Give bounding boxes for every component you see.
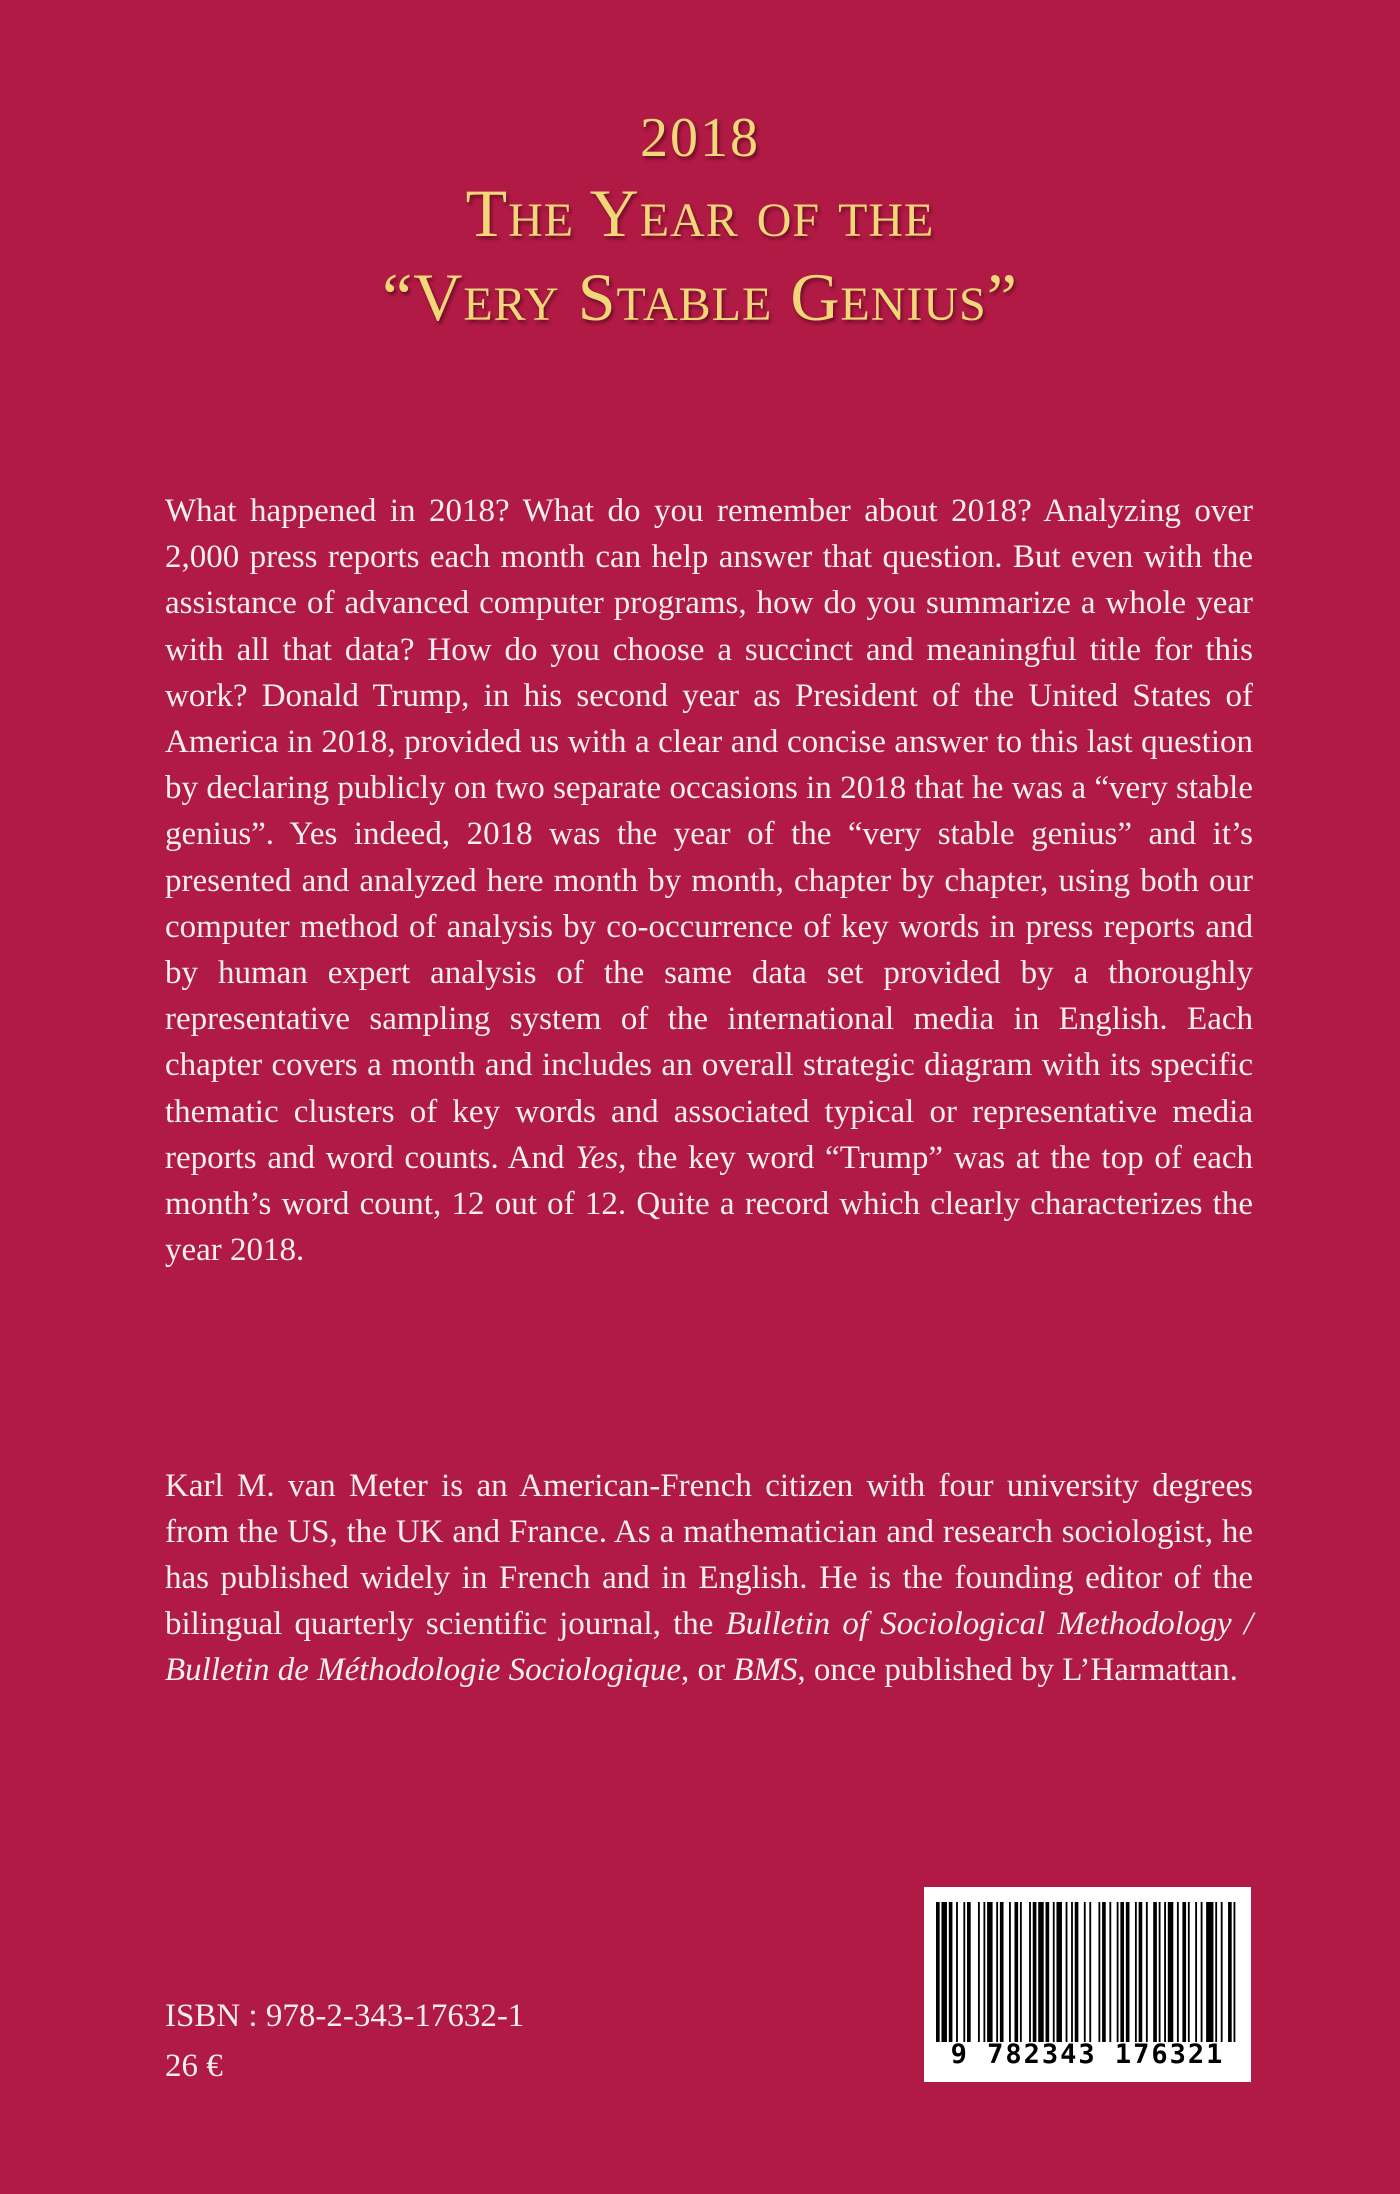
barcode-bar-40 [1188,1902,1190,2042]
barcode-bar-28 [1117,1902,1119,2042]
barcode-bar-26 [1102,1902,1106,2042]
barcode-bar-10 [1000,1902,1004,2042]
barcode-bar-7 [983,1902,985,2042]
barcode-bar-35 [1159,1902,1161,2042]
barcode-bar-22 [1075,1902,1079,2042]
barcode-bar-2 [949,1902,953,2042]
summary-text-2: , the key word “Trump” was at the top of each month’s word count, 12 out of 12. Quite a record which clearly characterizes the year 2018. [165,1139,1253,1269]
bio-text-3: , once published by L’Harmattan. [797,1652,1238,1688]
summary-text-1: What happened in 2018? What do you remember about 2018? Analyzing over 2,000 press reports each month can help answer that question. But even with the assistance of advanced computer programs, how do you summarize a whole year with all that data? How do you choose a succinct and meaningful title for this work? Donald Trump, in his second year as President of the United States of America in 2018, provided us with a clear and concise answer to this last question by declaring publicly on two separate occasions in 2018 that he was a “very stable genius”. Yes indeed, 2018 was the year of the “very stable genius” and it’s presented and analyzed here month by month, chapter by chapter, using both our computer method of analysis by co-occurrence of key words in press reports and by human expert analysis of the same data set provided by a thoroughly representative sampling system of the international media in English. Each chapter covers a month and includes an overall strategic diagram with its specific thematic clusters of key words and associated typical or representative media reports and word counts. And [165,493,1253,1176]
barcode-bar-3 [956,1902,958,2042]
barcode-bar-12 [1014,1902,1018,2042]
barcode-bar-23 [1084,1902,1086,2042]
barcode-bar-24 [1089,1902,1091,2042]
title-year: 2018 [640,107,760,169]
barcode-bar-37 [1168,1902,1173,2042]
cover-title [0,105,1400,339]
barcode-bar-27 [1109,1902,1111,2042]
summary-italic-yes: Yes [575,1139,619,1176]
barcode-bar-15 [1033,1902,1037,2042]
barcode-bar-17 [1046,1902,1050,2042]
barcode-bar-46 [1228,1902,1232,2042]
barcode-bar-39 [1182,1902,1186,2042]
barcode-bar-13 [1020,1902,1022,2042]
barcode-bar-9 [996,1902,998,2042]
barcode-bar-31 [1135,1902,1137,2042]
bio-journal-abbr: BMS [733,1652,798,1688]
barcode-bar-42 [1201,1902,1203,2042]
barcode-bar-19 [1056,1902,1061,2042]
barcode-bar-6 [978,1902,980,2042]
barcode-digits: 9 782343 176321 [950,2039,1225,2070]
barcode-bar-20 [1066,1902,1068,2042]
barcode-bar-30 [1126,1902,1130,2042]
barcode-bar-29 [1120,1902,1124,2042]
barcode-bar-34 [1153,1902,1157,2042]
barcode-bar-0 [936,1902,940,2042]
barcode-bars [936,1902,1239,2042]
bio-journal-name: Bulletin of Sociological Methodology / Bulletin de Méthodologie Sociologique [165,1606,1254,1688]
barcode-bar-41 [1195,1902,1197,2042]
barcode-bar-16 [1038,1902,1043,2042]
barcode-bar-33 [1146,1902,1148,2042]
barcode-bar-32 [1139,1902,1143,2042]
author-bio [165,1463,1253,1693]
barcode-bar-11 [1009,1902,1011,2042]
title-line-1: The Year of the [465,175,935,251]
barcode-bar-47 [1234,1902,1236,2042]
barcode-bar-5 [967,1902,971,2042]
barcode-bar-38 [1177,1902,1179,2042]
barcode-bar-14 [1029,1902,1031,2042]
barcode-bar-4 [963,1902,965,2042]
barcode-bar-43 [1206,1902,1213,2042]
barcode-bar-36 [1164,1902,1166,2042]
barcode-bar-44 [1215,1902,1217,2042]
barcode [924,1887,1251,2082]
barcode-bar-18 [1053,1902,1055,2042]
isbn-text: ISBN : 978-2-343-17632-1 [165,1998,525,2034]
barcode-bar-21 [1071,1902,1073,2042]
barcode-bar-8 [987,1902,992,2042]
title-line-2: “Very Stable Genius” [382,259,1018,335]
barcode-bar-25 [1098,1902,1100,2042]
bio-text-1: Karl M. van Meter is an American-French citizen with four university degrees from the US, the UK and France. As a mathematician and research sociologist, he has published widely in French and in English. He is the founding editor of the bilingual quarterly scientific journal, the [165,1468,1253,1642]
barcode-bar-1 [941,1902,946,2042]
barcode-bar-45 [1221,1902,1223,2042]
bio-text-2: , or [680,1652,725,1688]
price-text: 26 € [165,2048,223,2084]
summary-paragraph [165,488,1253,1273]
